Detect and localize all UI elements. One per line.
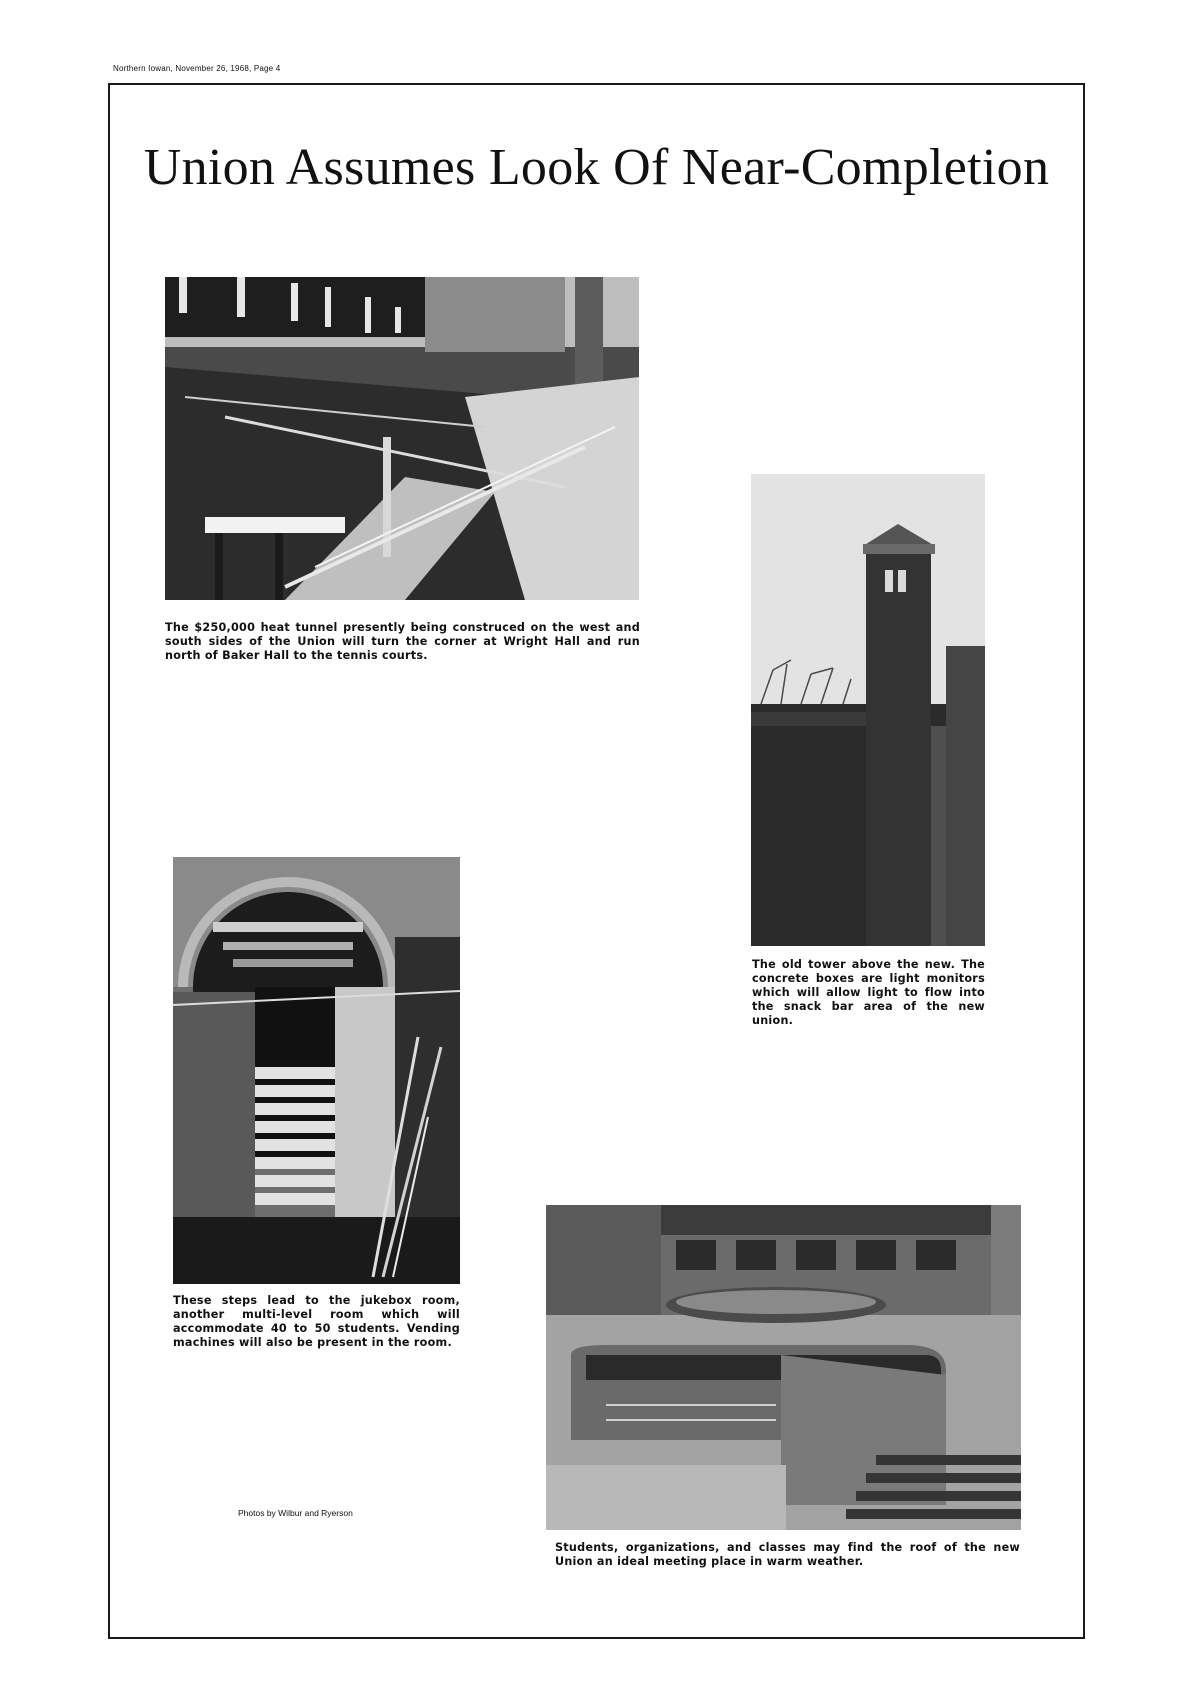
photo-credit: Photos by Wilbur and Ryerson bbox=[238, 1508, 353, 1518]
bell-tower-caption: The old tower above the new. The concrete boxes are light monitors which will allow light to flow into the snack bar area of the new union. bbox=[752, 958, 985, 1027]
union-roof-caption: Students, organizations, and classes may find the roof of the new Union an ideal meeting place in warm weather. bbox=[555, 1541, 1020, 1568]
bell-tower-photo bbox=[751, 474, 985, 946]
headline: Union Assumes Look Of Near-Completion bbox=[143, 139, 1050, 196]
running-head: Northern Iowan, November 26, 1968, Page 4 bbox=[113, 64, 281, 73]
jukebox-steps-photo bbox=[173, 857, 460, 1284]
union-roof-photo bbox=[546, 1205, 1021, 1530]
heat-tunnel-caption: The $250,000 heat tunnel presently being construced on the west and south sides of the Union will turn the corner at Wright Hall and run north of Baker Hall to the tennis courts. bbox=[165, 621, 640, 662]
jukebox-steps-caption: These steps lead to the jukebox room, another multi-level room which will accommodate 40 to 50 students. Vending machines will also be present in the room. bbox=[173, 1294, 460, 1349]
heat-tunnel-photo bbox=[165, 277, 639, 600]
